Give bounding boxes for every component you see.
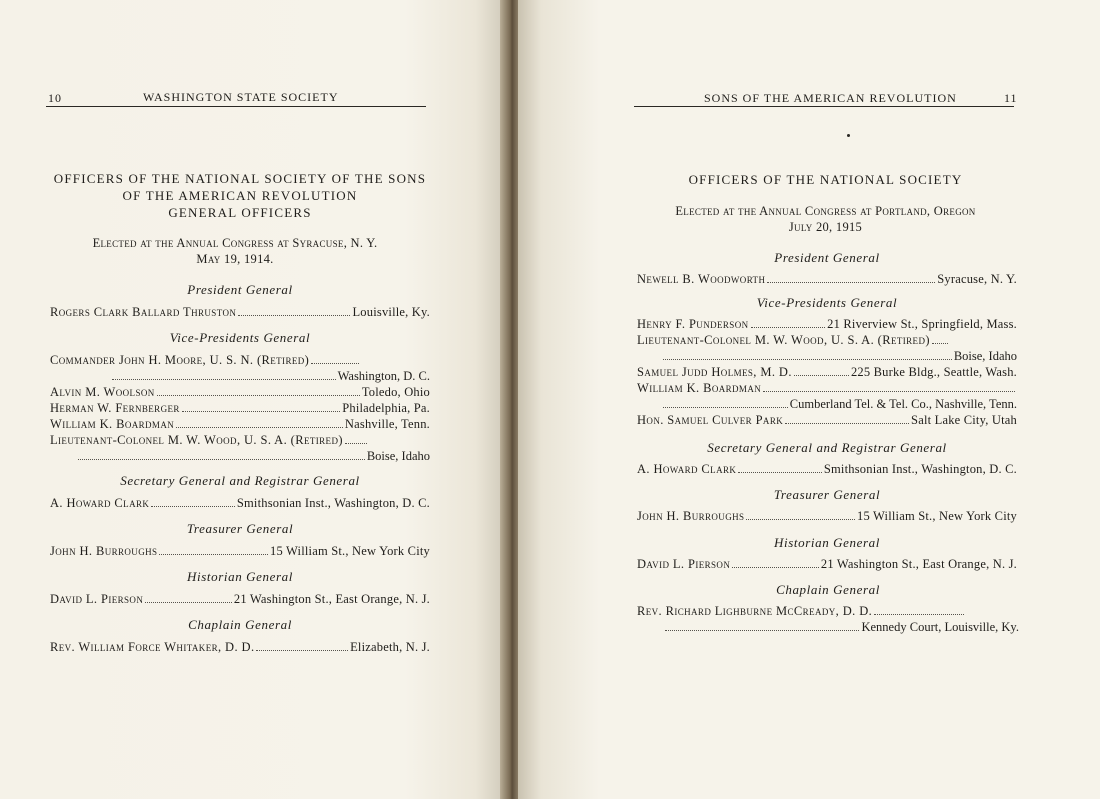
- officer-name: A. Howard Clark: [637, 462, 737, 476]
- section-heading: Chaplain General: [776, 582, 880, 597]
- officer-name: William K. Boardman: [50, 417, 175, 431]
- officer-entry-cont: [50, 448, 430, 464]
- officer-location: 15 William St., New York City: [857, 509, 1017, 523]
- officer-entry-cont: [637, 396, 1017, 412]
- elected-date: May 19, 1914.: [196, 252, 274, 266]
- officer-location: Cumberland Tel. & Tel. Co., Nashville, Tenn.: [789, 397, 1017, 411]
- section-heading: Secretary General and Registrar General: [120, 473, 360, 488]
- officer-location: Toledo, Ohio: [361, 385, 430, 399]
- sec-president: [50, 282, 430, 320]
- officer-entry: [637, 380, 1017, 396]
- sec-treasurer: [637, 487, 1017, 524]
- officer-entry: [50, 400, 430, 416]
- officer-name: Henry F. Punderson: [637, 317, 749, 331]
- officer-location: Washington, D. C.: [337, 369, 430, 383]
- running-head: WASHINGTON STATE SOCIETY: [143, 90, 339, 104]
- officer-location: Smithsonian Inst., Washington, D. C.: [823, 462, 1017, 476]
- officer-name: John H. Burroughs: [50, 544, 158, 558]
- officer-name: Rogers Clark Ballard Thruston: [50, 305, 237, 319]
- sec-vice: [637, 295, 1017, 428]
- elected-line: Elected at the Annual Congress at Syracuse, N. Y.: [92, 236, 378, 250]
- officer-entry: [50, 543, 430, 559]
- title-line: GENERAL OFFICERS: [168, 205, 312, 220]
- officer-entry: [637, 603, 1019, 619]
- officer-name: John H. Burroughs: [637, 509, 745, 523]
- sec-vice: [50, 330, 430, 464]
- officer-entry: [50, 495, 430, 511]
- page-number: 11: [1004, 91, 1018, 105]
- sec-treasurer: [50, 521, 430, 559]
- sec-secretary: [637, 440, 1017, 477]
- officer-entry: [637, 364, 1017, 380]
- officer-entry: [637, 271, 1017, 287]
- officer-name: Newell B. Woodworth: [637, 272, 766, 286]
- section-heading: President General: [187, 282, 293, 297]
- section-heading: Historian General: [774, 535, 880, 550]
- officer-name: Rev. Richard Lighburne McCready, D. D.: [637, 604, 873, 618]
- officer-entry-cont: [637, 619, 1019, 635]
- right-page: [518, 0, 1100, 799]
- officer-entry-cont: [637, 348, 1017, 364]
- officer-name: A. Howard Clark: [50, 496, 150, 510]
- officer-location: Elizabeth, N. J.: [350, 640, 430, 654]
- officer-location: 21 Washington St., East Orange, N. J.: [820, 557, 1017, 571]
- officer-location: Philadelphia, Pa.: [342, 401, 430, 415]
- sec-chaplain: [637, 582, 1019, 635]
- section-heading: Vice-Presidents General: [756, 295, 898, 310]
- section-heading: Historian General: [187, 569, 293, 584]
- page-number: 10: [48, 91, 62, 105]
- section-heading: President General: [774, 250, 880, 265]
- title-line: OF THE AMERICAN REVOLUTION: [122, 188, 358, 203]
- officer-location: Kennedy Court, Louisville, Ky.: [861, 620, 1019, 634]
- officer-location: Louisville, Ky.: [352, 305, 430, 319]
- left-page: [0, 0, 506, 799]
- officer-location: Nashville, Tenn.: [344, 417, 430, 431]
- ink-speck: [847, 134, 850, 137]
- officer-location: 15 William St., New York City: [270, 544, 430, 558]
- sec-secretary: [50, 473, 430, 511]
- elected-date: July 20, 1915: [788, 220, 863, 234]
- officer-name: Rev. William Force Whitaker, D. D.: [50, 640, 255, 654]
- officer-entry: [50, 352, 430, 368]
- officer-entry: [50, 591, 430, 607]
- officer-location: 21 Riverview St., Springfield, Mass.: [827, 317, 1017, 331]
- officer-name: Hon. Samuel Culver Park: [637, 413, 784, 427]
- section-heading: Chaplain General: [188, 617, 292, 632]
- officer-entry-cont: [50, 368, 430, 384]
- title-line: OFFICERS OF THE NATIONAL SOCIETY OF THE SONS: [53, 171, 427, 186]
- officer-entry: [50, 639, 430, 655]
- officer-entry: [50, 432, 430, 448]
- election-note: [628, 203, 1023, 235]
- officer-name: Commander John H. Moore, U. S. N. (Retired): [50, 353, 310, 367]
- header-rule: [634, 106, 1014, 107]
- officer-name: David L. Pierson: [50, 592, 144, 606]
- section-heading: Treasurer General: [773, 487, 881, 502]
- officer-location: Smithsonian Inst., Washington, D. C.: [236, 496, 430, 510]
- officer-entry: [637, 316, 1017, 332]
- sec-historian: [50, 569, 430, 607]
- election-note: [40, 235, 430, 267]
- running-head: SONS OF THE AMERICAN REVOLUTION: [704, 91, 957, 105]
- section-heading: Secretary General and Registrar General: [707, 440, 947, 455]
- sec-historian: [637, 535, 1017, 572]
- elected-line: Elected at the Annual Congress at Portland, Oregon: [675, 204, 976, 218]
- officer-entry: [637, 508, 1017, 524]
- officer-entry: [637, 556, 1017, 572]
- sec-president: [637, 250, 1017, 287]
- officer-location: 21 Washington St., East Orange, N. J.: [233, 592, 430, 606]
- officer-name: Alvin M. Woolson: [50, 385, 155, 399]
- officer-entry: [50, 416, 430, 432]
- officer-entry: [50, 304, 430, 320]
- officer-name: Lieutenant-Colonel M. W. Wood, U. S. A. (Retired): [50, 433, 343, 447]
- officer-location: 225 Burke Bldg., Seattle, Wash.: [850, 365, 1017, 379]
- officer-location: Boise, Idaho: [366, 449, 430, 463]
- officer-name: Herman W. Fernberger: [50, 401, 180, 415]
- officer-entry: [637, 461, 1017, 477]
- header-rule: [46, 106, 426, 107]
- officer-name: Lieutenant-Colonel M. W. Wood, U. S. A. (Retired): [637, 333, 930, 347]
- sec-chaplain: [50, 617, 430, 655]
- title-block: [30, 170, 450, 221]
- section-heading: Treasurer General: [186, 521, 294, 536]
- officer-location: Boise, Idaho: [953, 349, 1017, 363]
- officer-location: Salt Lake City, Utah: [911, 413, 1017, 427]
- officer-name: William K. Boardman: [637, 381, 762, 395]
- officer-location: Syracuse, N. Y.: [937, 272, 1017, 286]
- officer-name: Samuel Judd Holmes, M. D.: [637, 365, 792, 379]
- title-line: OFFICERS OF THE NATIONAL SOCIETY: [688, 172, 963, 187]
- section-heading: Vice-Presidents General: [169, 330, 311, 345]
- officer-entry: [637, 412, 1017, 428]
- officer-entry: [50, 384, 430, 400]
- title-block: [628, 171, 1023, 188]
- officer-name: David L. Pierson: [637, 557, 731, 571]
- officer-entry: [637, 332, 1017, 348]
